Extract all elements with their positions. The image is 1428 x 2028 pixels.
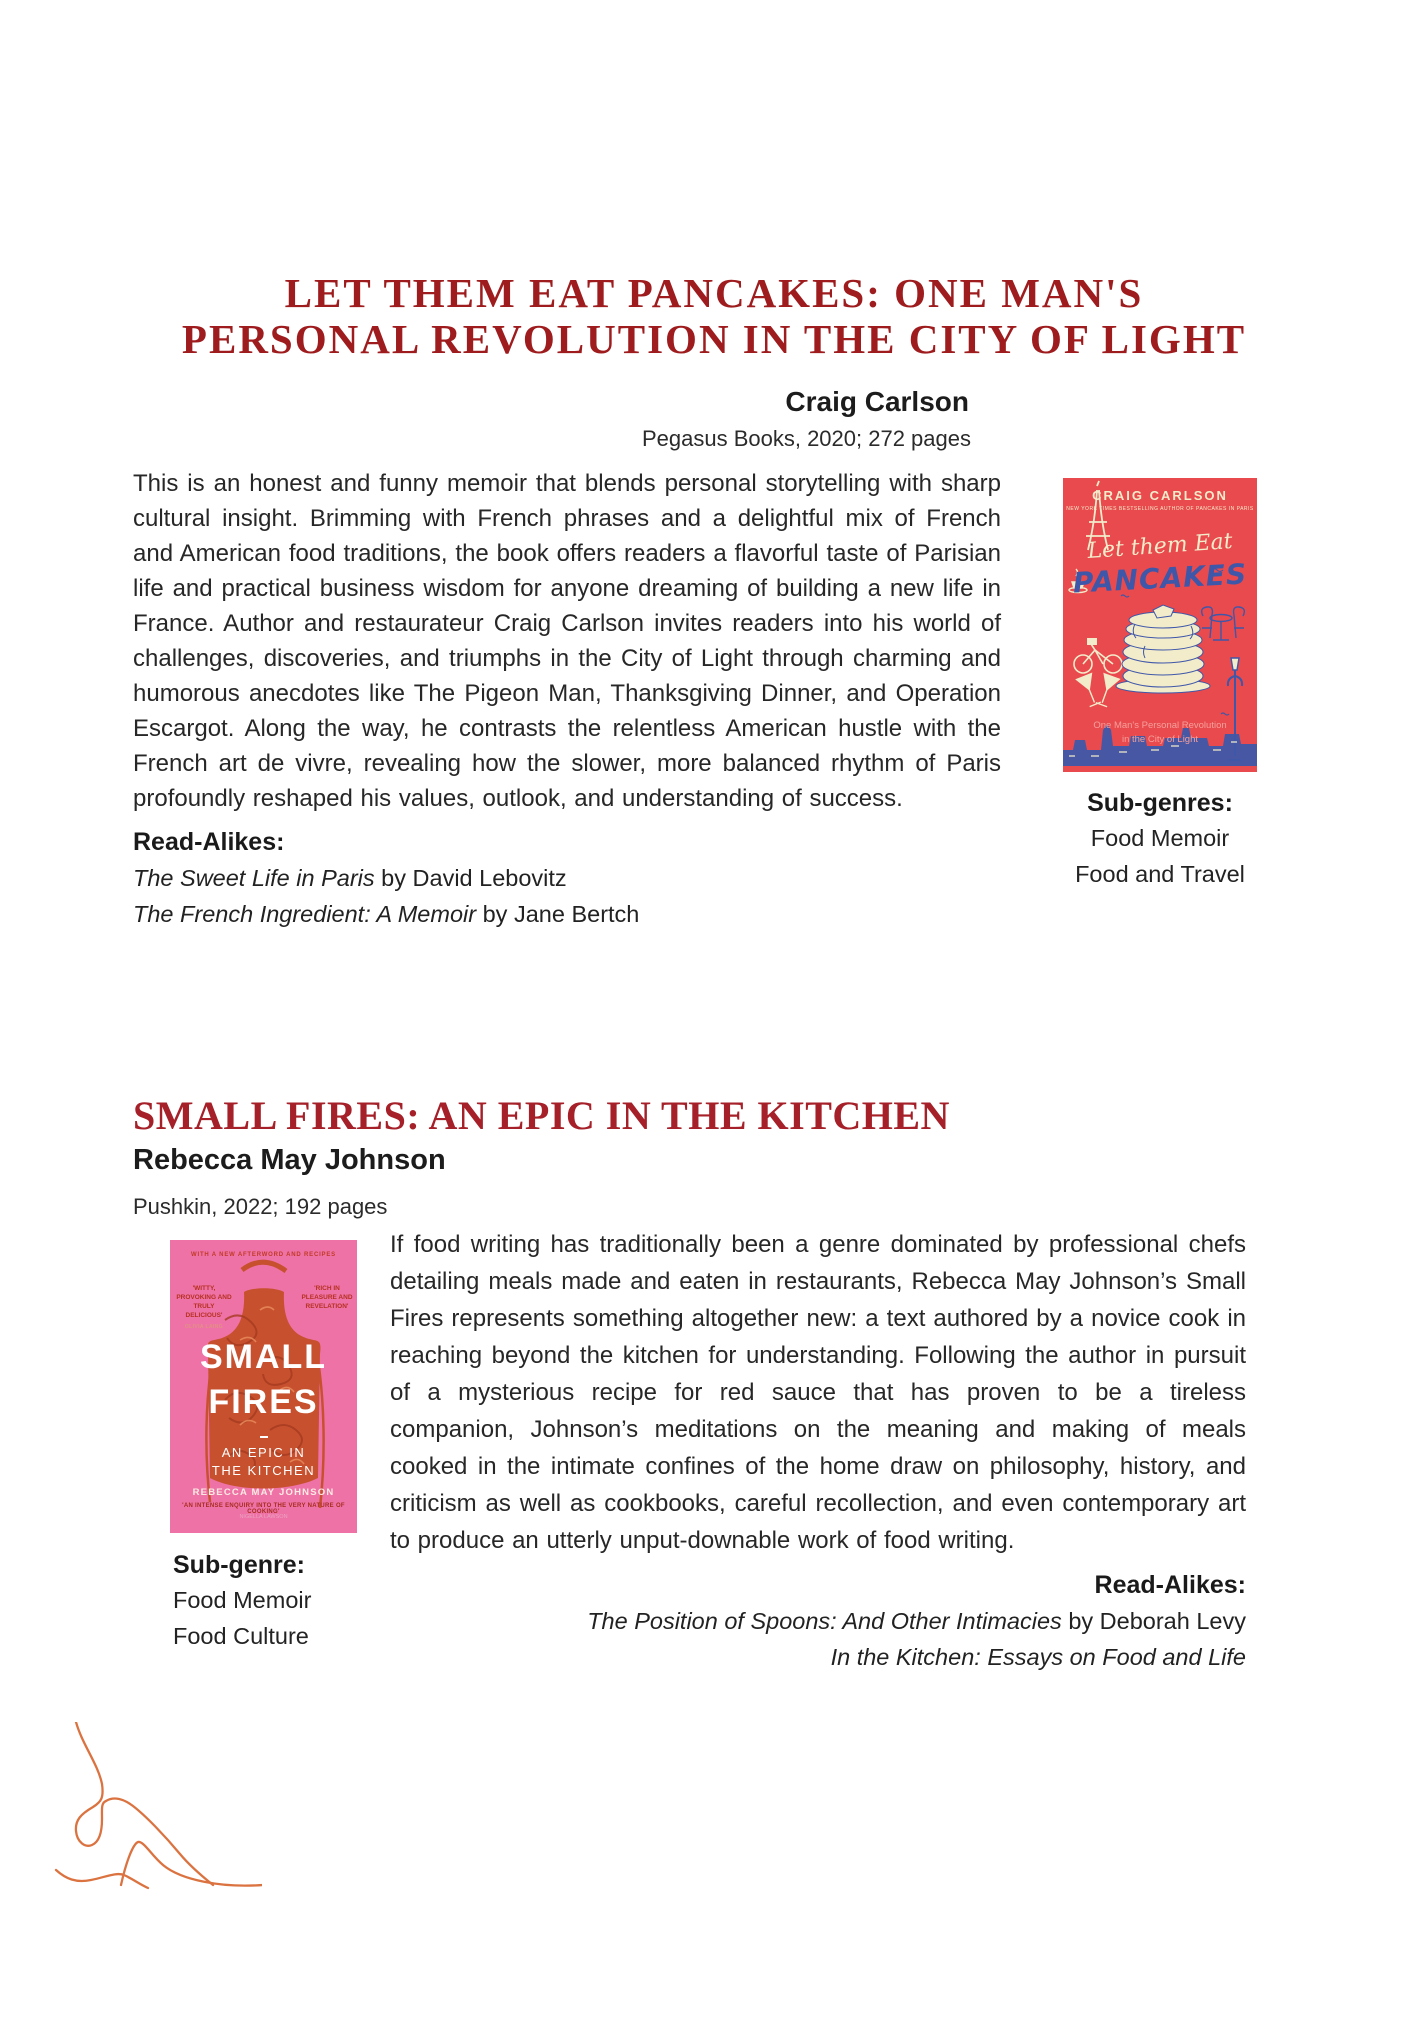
bicycle-icon [1074,638,1122,673]
book2-cover [170,1240,357,1533]
cover2-quote-left [176,1284,232,1332]
cover2-main-title [170,1335,357,1425]
book1-readalike-1 [133,860,1001,896]
book1-subgenre-1: Food Memoir [1090,825,1230,851]
wine-glasses-icon [1077,674,1120,708]
book1-author: Craig Carlson [785,386,969,417]
readalike-title: The French Ingredient: A Memoir [133,901,477,927]
book1-title [114,270,1314,362]
book1-description: This is an honest and funny memoir that blends personal storytelling with sharp cultural insight. Brimming with French phrases and a delightful mix of French and American food traditions, the book offers readers a flavorful taste of Parisian life and practical business wisdom for anyone dreaming of building a new life in France. Author and restaurateur Craig Carlson invites readers into his world of challenges, discoveries, and triumphs in the City of Light through charming and humorous anecdotes like The Pigeon Man, Thanksgiving Dinner, and Operation Escargot. Along the way, he contrasts the relentless American hustle with the French art de vivre, revealing how the slower, more balanced rhythm of Paris profoundly reshaped his values, outlook, and understanding of success. [133,470,1001,812]
book2-subgenre-1: Food Memoir [173,1587,312,1613]
book2-body-column [390,1226,1246,1675]
cover1-top-tagline: NEW YORK TIMES BESTSELLING AUTHOR OF PANCAKES IN PARIS [1066,506,1254,512]
cover2-subtitle [170,1444,357,1480]
cover2-subtitle-line1: AN EPIC IN [221,1445,306,1460]
cover2-bottom-quote: 'AN INTENSE ENQUIRY INTO THE VERY NATURE OF COOKING' [182,1503,345,1515]
cover2-title-line2: FIRES [208,1383,319,1421]
readalike-title: The Sweet Life in Paris [133,865,375,891]
book1-body-column [133,386,1001,932]
cafe-table-icon [1202,607,1245,640]
readalike-title: In the Kitchen: Essays on Food and Life [830,1644,1246,1670]
divider-dash [260,1436,268,1438]
readalike-title: The Position of Spoons: And Other Intimacies [587,1608,1062,1634]
quote-text: 'WITTY, PROVOKING AND TRULY DELICIOUS' [176,1285,232,1319]
book1-title-line1: LET THEM EAT PANCAKES: ONE MAN'S [284,270,1144,316]
cover2-author-text: REBECCA MAY JOHNSON [192,1487,335,1498]
cover1-bottom-tagline-1: One Man's Personal Revolution [1093,720,1227,731]
book1-cover [1063,478,1257,772]
book2-subgenre [173,1548,311,1654]
book2-title: SMALL FIRES: AN EPIC IN THE KITCHEN [133,1093,950,1138]
cover2-title-line1: SMALL [199,1338,328,1376]
book1-subgenre-2: Food and Travel [1075,861,1245,887]
cover1-author-text: CRAIG CARLSON [1092,488,1228,503]
pancakes-illustration [1116,605,1210,693]
cover1-script-title: Let them Eat [1086,528,1234,565]
book2-description: If food writing has traditionally been a genre dominated by professional chefs detailing meals made and eaten in restaurants, Rebecca May Johnson’s Small Fires represents something altogether new: a text authored by a novice cook in reaching beyond the kitchen for understanding. Following the author in pursuit of a mysterious recipe for red sauce that has proven to be a tireless companion, Johnson’s meditations on the meaning and making of meals cooked in the intimate confines of the home draw on philosophy, history, and criticism as well as cookbooks, careful recollection, and even contemporary art to produce an utterly unput-downable work of food writing. [390,1231,1246,1554]
book1-title-line2: PERSONAL REVOLUTION IN THE CITY OF LIGHT [181,316,1247,362]
book1-subgenres-heading: Sub-genres: [1087,789,1233,817]
book1-readalike-2 [133,896,1001,932]
book2-publisher: Pushkin, 2022; 192 pages [133,1194,388,1219]
readalike-author: by Deborah Levy [1061,1608,1246,1634]
cover2-bottom-quote-attribution: NIGELLA LAWSON [239,1514,288,1520]
cover2-top-banner: WITH A NEW AFTERWORD AND RECIPES [191,1252,336,1258]
quote-text: 'RICH IN PLEASURE AND REVELATION' [301,1285,353,1310]
cover1-bottom-tagline-2: in the City of Light [1121,734,1199,745]
thread-doodle [22,1722,262,1912]
book2-readalikes [390,1567,1246,1675]
book2-subgenre-heading: Sub-genre: [173,1551,305,1579]
book2-readalike-1 [390,1603,1246,1639]
book2-author: Rebecca May Johnson [133,1144,446,1176]
book1-publisher: Pegasus Books, 2020; 272 pages [641,426,971,451]
readalike-author: by David Lebovitz [374,865,567,891]
book1-subgenres [1035,786,1285,892]
cover2-subtitle-line2: THE KITCHEN [211,1463,316,1478]
book2-readalikes-heading: Read-Alikes: [1094,1571,1246,1599]
cover1-main-title: PANCAKES [1072,557,1248,600]
book2-readalike-2 [390,1639,1246,1675]
cover2-quote-right [299,1284,355,1311]
quote-attribution: OLIVIA LAING [184,1324,224,1330]
book1-readalikes-heading: Read-Alikes: [133,828,285,856]
book2-subgenre-2: Food Culture [173,1623,309,1649]
readalike-author: by Jane Bertch [476,901,640,927]
